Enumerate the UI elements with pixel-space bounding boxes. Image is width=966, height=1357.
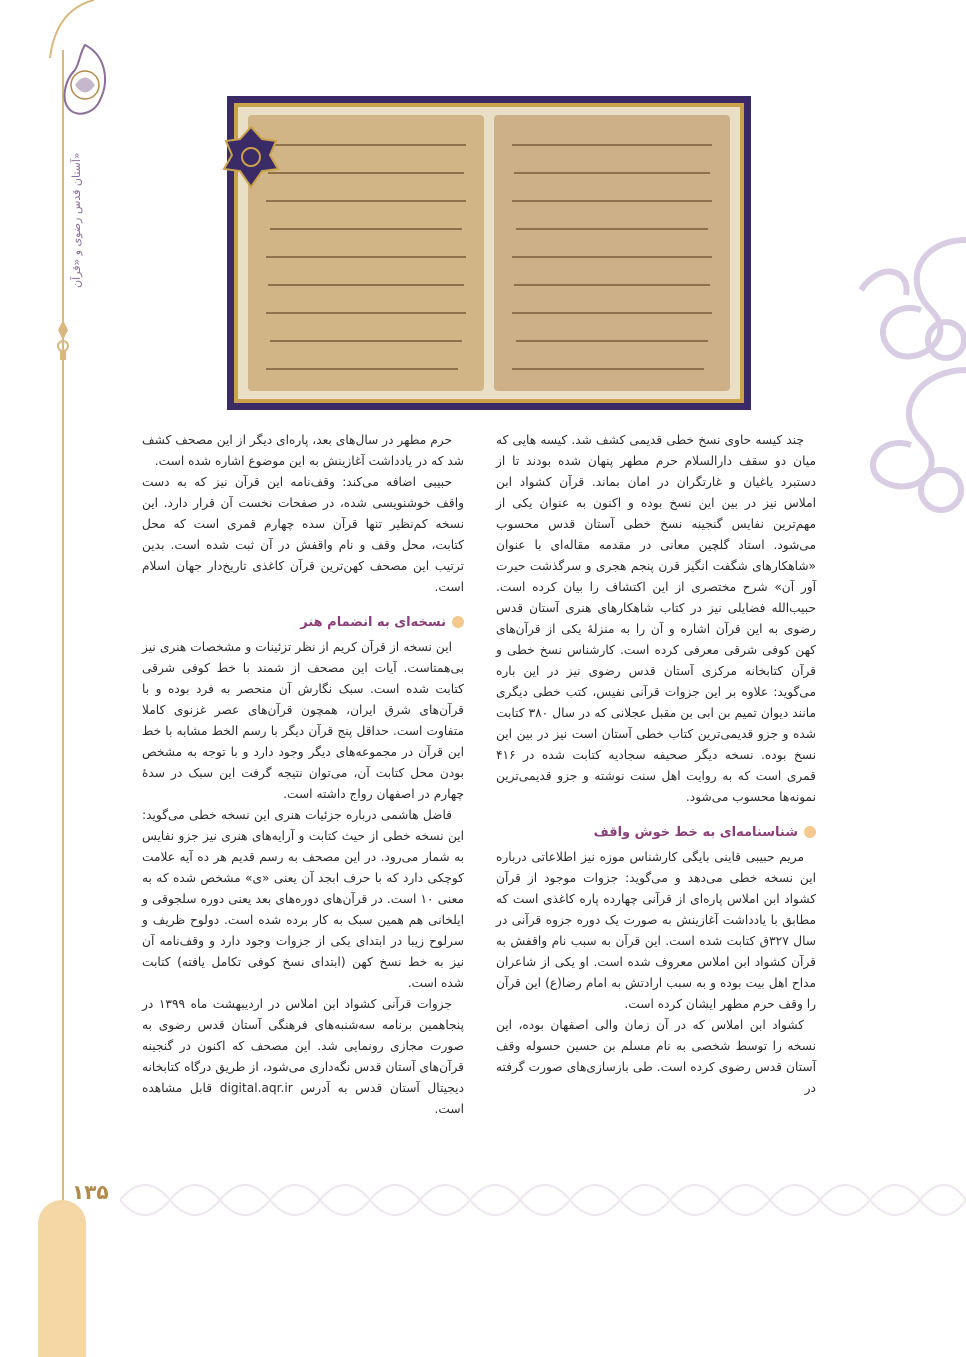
magazine-logo-icon — [50, 40, 120, 130]
article-column-left — [142, 430, 464, 1120]
article-column-right — [496, 430, 816, 1099]
left-rail-line — [62, 50, 64, 1240]
paragraph: جزوات قرآنی کشواد ابن املاس در اردیبهشت ماه ۱۳۹۹ در پنجاهمین برنامه سه‌شنبه‌های فرهنگی آستان قدس رضوی به صورت مجازی رونمایی شد. این مصحف که اکنون در گنجینه قرآن‌های آستان قدس نگه‌داری می‌شود، از طریق درگاه کتابخانه دیجیتال آستان قدس به آدرس digital.aqr.ir قابل مشاهده است. — [142, 997, 464, 1116]
manuscript-text-lines — [258, 125, 474, 381]
bullet-dot-icon — [452, 616, 464, 628]
bullet-dot-icon — [804, 826, 816, 838]
paragraph: این نسخه از قرآن کریم از نظر تزئینات و مشخصات هنری نیز بی‌همتاست. آیات این مصحف از شمند با خط کوفی شرقی کتابت شده است. سبک نگارش آن منحصر به فرد بوده و با قرآن‌های شرق ایران، همچون قرآن‌های عصر غزنوی کاملا متفاوت است. حداقل پنج قرآن دیگر با رسم الخط مشابه با خط این قرآن در مجموعه‌های دیگر وجود دارد و با توجه به مشخص بودن محل کتابت آن، می‌توان نتیجه گرفت این سبک در سدهٔ چهارم در اصفهان رواج داشته است. — [142, 640, 464, 801]
page-number: ۱۳۵ — [72, 1180, 109, 1204]
paragraph: حبیبی اضافه می‌کند: وقف‌نامه این قرآن نیز که به دست واقف خوشنویسی شده، در صفحات نخست آن قرار دارد. این نسخه کم‌نظیر تنها قرآن سده چهارم قمری است که محل کتابت، محل وقف و نام واقفش در آن ثبت شده است. بدین ترتیب این مصحف کهن‌ترین قرآن کاغذی تاریخ‌دار جهان اسلام است. — [142, 475, 464, 594]
paragraph: حرم مطهر در سال‌های بعد، پاره‌ای دیگر از این مصحف کشف شد که در یادداشت آغازینش به این موضوع اشاره شده است. — [142, 433, 464, 468]
manuscript-right-page — [494, 115, 730, 391]
paragraph: چند کیسه حاوی نسخ خطی قدیمی کشف شد. کیسه هایی که میان دو سقف دارالسلام حرم مطهر پنهان شده بودند تا از دستبرد یاغیان و غارتگران در امان بماند. قرآن کشواد ابن املاس نیز در بین این نسخ بوده و اکنون به عنوان یکی از مهم‌ترین نفایس گنجینه نسخ خطی آستان قدس محسوب می‌شود. استاد گلچین معانی در مقدمه مقاله‌ای با عنوان «شاهکارهای شگفت انگیز قرن پنجم هجری و سرگذشت حیرت آور آن» شرح مختصری از این اکتشاف را بیان کرده است. حبیب‌الله فضایلی نیز در کتاب شاهکارهای هنری آستان قدس رضوی به این قرآن اشاره و آن را به منزلهٔ یکی از قرآن‌های کهن کوفی شرقی معرفی کرده است. کارشناس نسخ خطی و قرآن کتابخانه مرکزی آستان قدس رضوی نیز در این باره می‌گوید: علاوه بر این جزوات قرآنی نفیس، کتب خطی دیگری مانند دیوان تمیم بن ابی بن مقبل عجلانی که در سال ۳۸۰ کتابت شده و جزو قدیمی‌ترین کتاب خطی آستان است نیز در بین این نسخ بوده. نسخه دیگر صحیفه سجادیه کتابت شده در ۴۱۶ قمری است که به روایت اهل سنت نوشته و جزو قدیمی‌ترین نمونه‌ها محسوب می‌شود. — [496, 433, 816, 804]
manuscript-image-frame — [227, 96, 751, 410]
manuscript-text-lines — [504, 125, 720, 381]
finial-ornament-icon — [46, 320, 80, 360]
medallion-ornament-icon — [222, 125, 280, 189]
page-tab — [38, 1200, 86, 1357]
paragraph: کشواد ابن املاس که در آن زمان والی اصفهان بوده، این نسخه را توسط شخصی به نام مسلم بن حسین حسوله وقف آستان قدس رضوی کرده است. طی بازسازی‌های صورت گرفته در — [496, 1018, 816, 1095]
bottom-pattern-band — [120, 1170, 966, 1230]
section-heading — [496, 822, 816, 843]
paragraph: فاضل هاشمی درباره جزئیات هنری این نسخه خطی می‌گوید: این نسخه خطی از حیث کتابت و آرایه‌های هنری نیز جزو نفایس به شمار می‌رود. در این مصحف به رسم قدیم هر ده آیه علامت کوچکی دارد که با حرف ابجد آن یعنی «ی» مشخص شده که به معنی ۱۰ است. در قرآن‌های دوره‌های بعد یعنی دوره سلجوقی و ایلخانی هم همین سبک به کار برده شده است. دولوح ظریف و سرلوح زیبا در ابتدای یکی از جزوات وجود دارد و وقف‌نامه آن نیز به خط نسخ کهن (ابتدای نسخ کوفی تکامل یافته) کتابت شده است. — [142, 808, 464, 990]
magazine-vertical-caption: آستان قدس رضوی و «قرآن» — [70, 152, 83, 288]
manuscript-left-page — [248, 115, 484, 391]
section-heading — [142, 612, 464, 633]
paragraph: مریم حبیبی قاینی بایگی کارشناس موزه نیز اطلاعاتی درباره این نسخه خطی می‌دهد و می‌گوید: جزوات موجود از قرآن کشواد ابن املاس پاره‌ای از قرآنی چهارده پاره کاغذی است که مطابق با یادداشت آغازینش به صورت یک دوره جزوه قرآنی در سال ۳۲۷ق کتابت شده است. این قرآن به سبب نام واقفش به قرآن کشواد ابن املاس معروف شده است. او یکی از شاعران مداح اهل بیت بوده و به سبب ارادتش به امام رضا(ع) این قرآن را وقف حرم مطهر ایشان کرده است. — [496, 850, 817, 1011]
section-heading-text: نسخه‌ای به انضمام هنر — [300, 615, 446, 630]
arabesque-pattern-ornament — [851, 220, 966, 530]
section-heading-text: شناسنامه‌ای به خط خوش واقف — [593, 825, 798, 840]
